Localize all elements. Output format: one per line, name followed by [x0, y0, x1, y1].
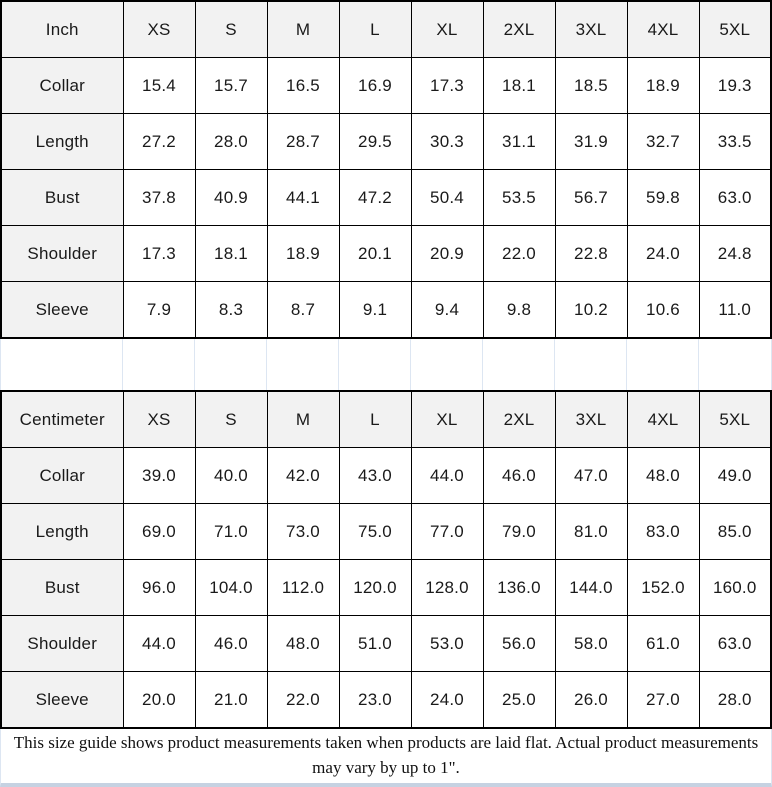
size-header-cell: M [267, 391, 339, 448]
value-cell: 85.0 [699, 504, 771, 560]
row-label-cell: Collar [1, 58, 123, 114]
size-table-header-row [1, 1, 771, 58]
value-cell: 9.4 [411, 282, 483, 339]
value-cell: 28.0 [699, 672, 771, 729]
value-cell: 22.0 [483, 226, 555, 282]
size-header-cell: S [195, 391, 267, 448]
value-cell: 9.1 [339, 282, 411, 339]
value-cell: 56.0 [483, 616, 555, 672]
value-cell: 24.0 [627, 226, 699, 282]
row-label-cell: Length [1, 504, 123, 560]
gap-grid-cell [411, 339, 483, 390]
size-header-cell: 4XL [627, 1, 699, 58]
value-cell: 50.4 [411, 170, 483, 226]
size-header-cell: M [267, 1, 339, 58]
centimeter-size-table [0, 390, 772, 729]
measurement-row [1, 282, 771, 339]
value-cell: 31.1 [483, 114, 555, 170]
value-cell: 71.0 [195, 504, 267, 560]
value-cell: 42.0 [267, 448, 339, 504]
value-cell: 20.1 [339, 226, 411, 282]
value-cell: 24.0 [411, 672, 483, 729]
size-header-cell: 2XL [483, 391, 555, 448]
value-cell: 26.0 [555, 672, 627, 729]
value-cell: 24.8 [699, 226, 771, 282]
value-cell: 16.5 [267, 58, 339, 114]
value-cell: 48.0 [627, 448, 699, 504]
value-cell: 18.5 [555, 58, 627, 114]
value-cell: 44.1 [267, 170, 339, 226]
value-cell: 61.0 [627, 616, 699, 672]
value-cell: 49.0 [699, 448, 771, 504]
value-cell: 16.9 [339, 58, 411, 114]
value-cell: 17.3 [411, 58, 483, 114]
gap-grid-cell [555, 339, 627, 390]
table-gap-spacer [0, 339, 772, 390]
value-cell: 19.3 [699, 58, 771, 114]
row-label-cell: Shoulder [1, 616, 123, 672]
measurement-row [1, 114, 771, 170]
value-cell: 30.3 [411, 114, 483, 170]
value-cell: 44.0 [411, 448, 483, 504]
value-cell: 56.7 [555, 170, 627, 226]
value-cell: 25.0 [483, 672, 555, 729]
measurement-row [1, 616, 771, 672]
gap-grid-cell [339, 339, 411, 390]
value-cell: 63.0 [699, 616, 771, 672]
row-label-cell: Shoulder [1, 226, 123, 282]
measurement-row [1, 504, 771, 560]
value-cell: 83.0 [627, 504, 699, 560]
value-cell: 37.8 [123, 170, 195, 226]
inch-size-table [0, 0, 772, 339]
size-header-cell: 2XL [483, 1, 555, 58]
value-cell: 18.1 [483, 58, 555, 114]
value-cell: 20.0 [123, 672, 195, 729]
value-cell: 112.0 [267, 560, 339, 616]
value-cell: 152.0 [627, 560, 699, 616]
size-header-cell: S [195, 1, 267, 58]
row-label-cell: Length [1, 114, 123, 170]
value-cell: 15.4 [123, 58, 195, 114]
value-cell: 48.0 [267, 616, 339, 672]
size-header-cell: XL [411, 1, 483, 58]
unit-header-cell: Inch [1, 1, 123, 58]
row-label-cell: Bust [1, 170, 123, 226]
value-cell: 33.5 [699, 114, 771, 170]
value-cell: 18.9 [267, 226, 339, 282]
value-cell: 27.0 [627, 672, 699, 729]
gap-grid-cell [123, 339, 195, 390]
measurement-row [1, 448, 771, 504]
value-cell: 40.0 [195, 448, 267, 504]
gap-grid-cell [627, 339, 699, 390]
value-cell: 23.0 [339, 672, 411, 729]
value-cell: 46.0 [195, 616, 267, 672]
measurement-row [1, 672, 771, 729]
value-cell: 46.0 [483, 448, 555, 504]
value-cell: 75.0 [339, 504, 411, 560]
value-cell: 17.3 [123, 226, 195, 282]
value-cell: 32.7 [627, 114, 699, 170]
value-cell: 77.0 [411, 504, 483, 560]
value-cell: 69.0 [123, 504, 195, 560]
gap-grid-cell [195, 339, 267, 390]
gap-grid-cell [1, 339, 123, 390]
size-header-cell: XL [411, 391, 483, 448]
row-label-cell: Collar [1, 448, 123, 504]
measurement-row [1, 170, 771, 226]
value-cell: 128.0 [411, 560, 483, 616]
row-label-cell: Sleeve [1, 672, 123, 729]
value-cell: 40.9 [195, 170, 267, 226]
value-cell: 39.0 [123, 448, 195, 504]
size-note [0, 729, 772, 787]
size-table-header-row [1, 391, 771, 448]
value-cell: 18.1 [195, 226, 267, 282]
measurement-row [1, 58, 771, 114]
value-cell: 27.2 [123, 114, 195, 170]
value-cell: 21.0 [195, 672, 267, 729]
value-cell: 22.0 [267, 672, 339, 729]
value-cell: 43.0 [339, 448, 411, 504]
value-cell: 9.8 [483, 282, 555, 339]
row-label-cell: Sleeve [1, 282, 123, 339]
value-cell: 96.0 [123, 560, 195, 616]
size-header-cell: XS [123, 391, 195, 448]
value-cell: 8.7 [267, 282, 339, 339]
value-cell: 104.0 [195, 560, 267, 616]
value-cell: 44.0 [123, 616, 195, 672]
size-header-cell: 3XL [555, 391, 627, 448]
size-header-cell: 3XL [555, 1, 627, 58]
value-cell: 53.0 [411, 616, 483, 672]
gap-grid-cell [483, 339, 555, 390]
value-cell: 10.2 [555, 282, 627, 339]
gap-grid-cell [699, 339, 771, 390]
value-cell: 79.0 [483, 504, 555, 560]
value-cell: 53.5 [483, 170, 555, 226]
size-header-cell: L [339, 391, 411, 448]
value-cell: 7.9 [123, 282, 195, 339]
value-cell: 31.9 [555, 114, 627, 170]
value-cell: 59.8 [627, 170, 699, 226]
value-cell: 81.0 [555, 504, 627, 560]
value-cell: 11.0 [699, 282, 771, 339]
value-cell: 28.7 [267, 114, 339, 170]
value-cell: 47.2 [339, 170, 411, 226]
value-cell: 136.0 [483, 560, 555, 616]
value-cell: 51.0 [339, 616, 411, 672]
value-cell: 63.0 [699, 170, 771, 226]
size-header-cell: L [339, 1, 411, 58]
size-header-cell: 5XL [699, 391, 771, 448]
value-cell: 29.5 [339, 114, 411, 170]
unit-header-cell: Centimeter [1, 391, 123, 448]
size-note-text: This size guide shows product measurements taken when products are laid flat. Actual product measurements may vary by up to 1". [13, 733, 759, 777]
value-cell: 120.0 [339, 560, 411, 616]
value-cell: 73.0 [267, 504, 339, 560]
size-header-cell: 4XL [627, 391, 699, 448]
size-header-cell: 5XL [699, 1, 771, 58]
value-cell: 47.0 [555, 448, 627, 504]
gap-grid-cell [267, 339, 339, 390]
value-cell: 18.9 [627, 58, 699, 114]
size-header-cell: XS [123, 1, 195, 58]
value-cell: 160.0 [699, 560, 771, 616]
row-label-cell: Bust [1, 560, 123, 616]
value-cell: 22.8 [555, 226, 627, 282]
value-cell: 10.6 [627, 282, 699, 339]
value-cell: 58.0 [555, 616, 627, 672]
value-cell: 15.7 [195, 58, 267, 114]
measurement-row [1, 560, 771, 616]
value-cell: 20.9 [411, 226, 483, 282]
value-cell: 8.3 [195, 282, 267, 339]
measurement-row [1, 226, 771, 282]
value-cell: 28.0 [195, 114, 267, 170]
value-cell: 144.0 [555, 560, 627, 616]
